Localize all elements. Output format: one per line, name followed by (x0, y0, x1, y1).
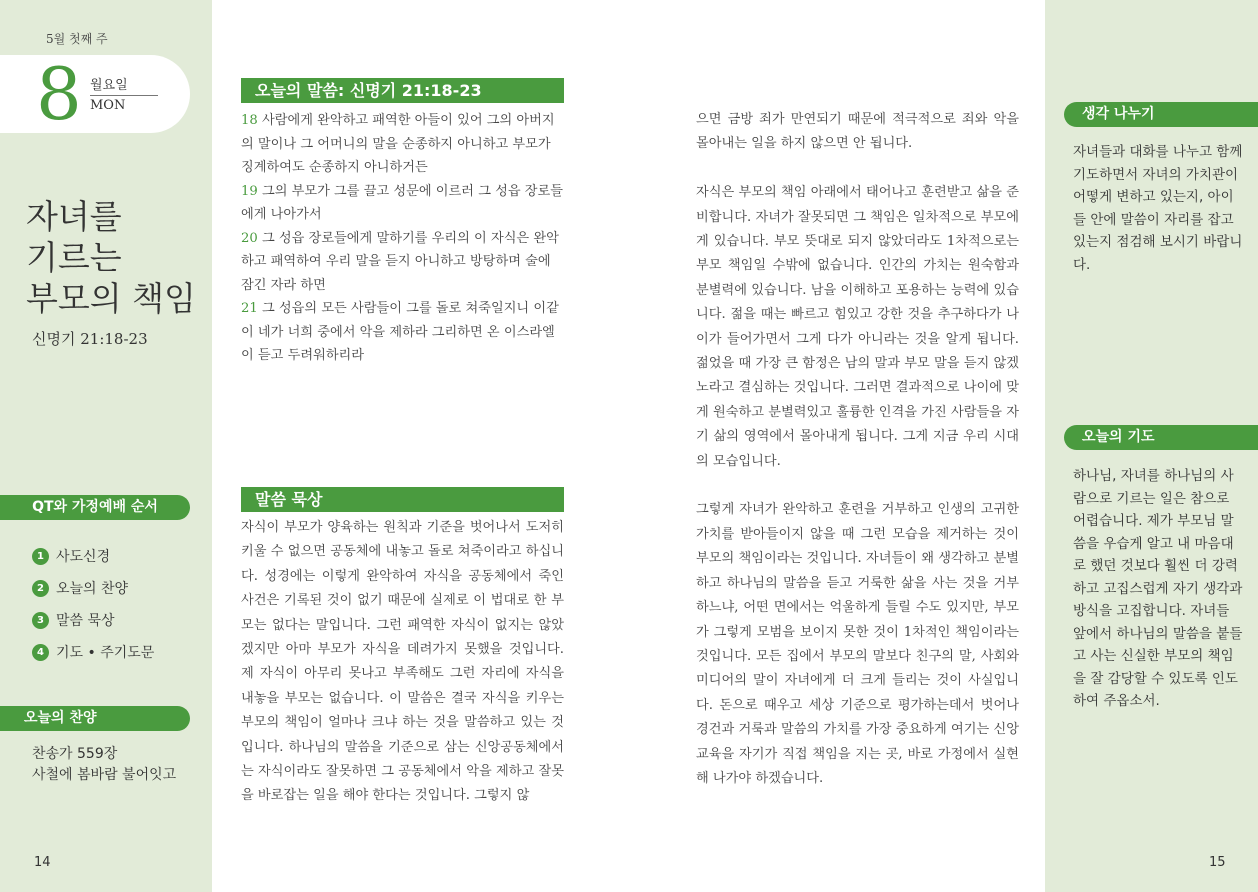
order-heading: QT와 가정예배 순서 (0, 495, 190, 520)
verse-text: 사람에게 완악하고 패역한 아들이 있어 그의 아버지의 말이나 그 어머니의 말을 순종하지 아니하고 부모가 징계하여도 순종하지 아니하거든 (241, 113, 555, 175)
order-item-label: 기도 • 주기도문 (56, 645, 155, 661)
scripture-reference: 신명기 21:18-23 (32, 330, 148, 348)
scripture-verses (241, 109, 564, 368)
hymn-info (32, 744, 176, 786)
page-title: 자녀를 기르는 부모의 책임 (26, 197, 196, 318)
verse-text: 그 성읍 장로들에게 말하기를 우리의 이 자식은 완악하고 패역하여 우리 말을 듣지 아니하고 방탕하며 술에 잠긴 자라 하면 (241, 230, 559, 293)
day-of-week-english: MON (90, 98, 126, 113)
page-number-left: 14 (34, 855, 51, 870)
verse-number: 18 (241, 113, 258, 128)
meditation-paragraph-3: 그렇게 자녀가 완악하고 훈련을 거부하고 인생의 고귀한 가치를 받아들이지 않을 때 그런 모습을 제거하는 것이 부모의 책임이라는 것입니다. 자녀들이 왜 생각하고 분별하고 하나님의 말씀을 듣고 거룩한 삶을 사는 것을 거부하느냐, 어떤 면에서는 억울하게 들릴 수도 있지만, 부모가 그렇게 모범을 보이지 못한 것이 1차적인 책임이라는 것입니다. 모든 집에서 부모의 말보다 친구의 말, 사회와 미디어의 말이 자녀에게 더 크게 들리는 것이 사실입니다. 돈으로 때우고 세상 기준으로 평가하는데서 벗어나 경건과 거룩과 말씀의 가치를 가장 중요하게 여기는 신앙교육을 자기가 직접 책임을 지는 곳, 바로 가정에서 실현해 나가야 하겠습니다. (696, 502, 1019, 786)
week-label: 5월 첫째 주 (46, 32, 108, 46)
verse (241, 109, 564, 180)
day-divider (90, 95, 158, 96)
verse (241, 180, 564, 227)
meditation-text: 자식이 부모가 양육하는 원칙과 기준을 벗어나서 도저히 키울 수 없으면 공동체에 내놓고 돌로 쳐죽이라고 하십니다. 성경에는 이렇게 완악하여 자식을 공동체에서 죽인 사건은 기록된 것이 없기 때문에 실제로 이 법대로 한 부모는 없다는 말입니다. 그런 패역한 자식이 없지는 않았겠지만 아마 부모가 자식을 데려가지 못했을 것입니다. 제 자식이 아무리 못나고 부족해도 그런 자리에 자식을 내놓을 부모는 없습니다. 이 말씀은 결국 자식을 키우는 부모의 책임이 얼마나 크냐 하는 것을 말씀하고 있는 것입니다. 하나님의 말씀을 기준으로 삼는 신앙공동체에서는 자식이라도 잘못하면 그 공동체에서 악을 제하고 잘못을 바로잡는 일을 해야 한다는 것입니다. 그렇지 않 (241, 520, 564, 804)
verse-number: 20 (241, 230, 258, 246)
order-list (32, 540, 154, 668)
order-item-label: 말씀 묵상 (56, 613, 115, 629)
number-circle-icon: 1 (32, 548, 49, 565)
verse (241, 227, 564, 298)
meditation-paragraph-1: 으면 금방 죄가 만연되기 때문에 적극적으로 죄와 악을 몰아내는 일을 하지 않으면 안 됩니다. (696, 112, 1019, 152)
date-card (0, 52, 190, 136)
share-text: 자녀들과 대화를 나누고 함께 기도하면서 자녀의 가치관이 어떻게 변하고 있는지, 아이들 안에 말씀이 자리를 잡고 있는지 점검해 보시기 바랍니다. (1073, 144, 1243, 273)
meditation-paragraph-2: 자식은 부모의 책임 아래에서 태어나고 훈련받고 삶을 준비합니다. 자녀가 잘못되면 그 책임은 일차적으로 부모에게 있습니다. 부모 뜻대로 되지 않았더라도 1차적으로는 부모 책임일 수밖에 없습니다. 인간의 가치는 원숙함과 분별력에 있습니다. 남을 이해하고 포용하는 능력에 있습니다. 젊을 때는 빠르고 힘있고 강한 것을 추구하다가 나이가 들어가면서 그게 다가 아니라는 것을 알게 됩니다. 젊었을 때 가장 큰 함정은 남의 말과 부모 말을 듣지 않겠노라고 결심하는 것입니다. 그러면 결과적으로 나이에 맞게 원숙하고 분별력있고 훌륭한 인격을 가진 사람들을 자기 삶의 영역에서 몰아내게 됩니다. 그게 지금 우리 시대의 모습입니다. (696, 185, 1019, 469)
hymn-number: 찬송가 559장 (32, 746, 118, 762)
page-number-right: 15 (1209, 855, 1226, 870)
day-of-week-korean: 월요일 (90, 78, 128, 93)
date-number: 8 (36, 52, 82, 136)
order-item (32, 572, 154, 604)
verse-text: 그 성읍의 모든 사람들이 그를 돌로 쳐죽일지니 이같이 네가 너희 중에서 악을 제하라 그리하면 온 이스라엘이 듣고 두려워하리라 (241, 301, 559, 363)
order-item-label: 오늘의 찬양 (56, 581, 129, 597)
verse-number: 19 (241, 183, 258, 199)
hymn-heading: 오늘의 찬양 (0, 706, 190, 731)
order-item (32, 604, 154, 636)
scripture-heading: 오늘의 말씀: 신명기 21:18-23 (241, 78, 564, 103)
verse-number: 21 (241, 301, 258, 316)
order-item (32, 636, 154, 668)
order-item-label: 사도신경 (56, 549, 111, 565)
order-item (32, 540, 154, 572)
hymn-title: 사철에 봄바람 불어잇고 (32, 767, 177, 783)
number-circle-icon: 2 (32, 580, 49, 597)
prayer-heading: 오늘의 기도 (1064, 425, 1258, 450)
number-circle-icon: 4 (32, 644, 49, 661)
number-circle-icon: 3 (32, 612, 49, 629)
meditation-heading: 말씀 묵상 (241, 487, 564, 512)
meditation-continued (696, 108, 1019, 816)
verse (241, 297, 564, 368)
share-heading: 생각 나누기 (1064, 102, 1258, 127)
verse-text: 그의 부모가 그를 끌고 성문에 이르러 그 성읍 장로들에게 나아가서 (241, 183, 564, 222)
prayer-text: 하나님, 자녀를 하나님의 사람으로 기르는 일은 참으로 어렵습니다. 제가 부모님 말씀을 우습게 알고 내 마음대로 했던 것보다 훨씬 더 강력하고 고집스럽게 자기 생각과 방식을 고집합니다. 자녀들 앞에서 하나님의 말씀을 붙들고 사는 신실한 부모의 책임을 잘 감당할 수 있도록 인도하여 주옵소서. (1073, 468, 1243, 709)
